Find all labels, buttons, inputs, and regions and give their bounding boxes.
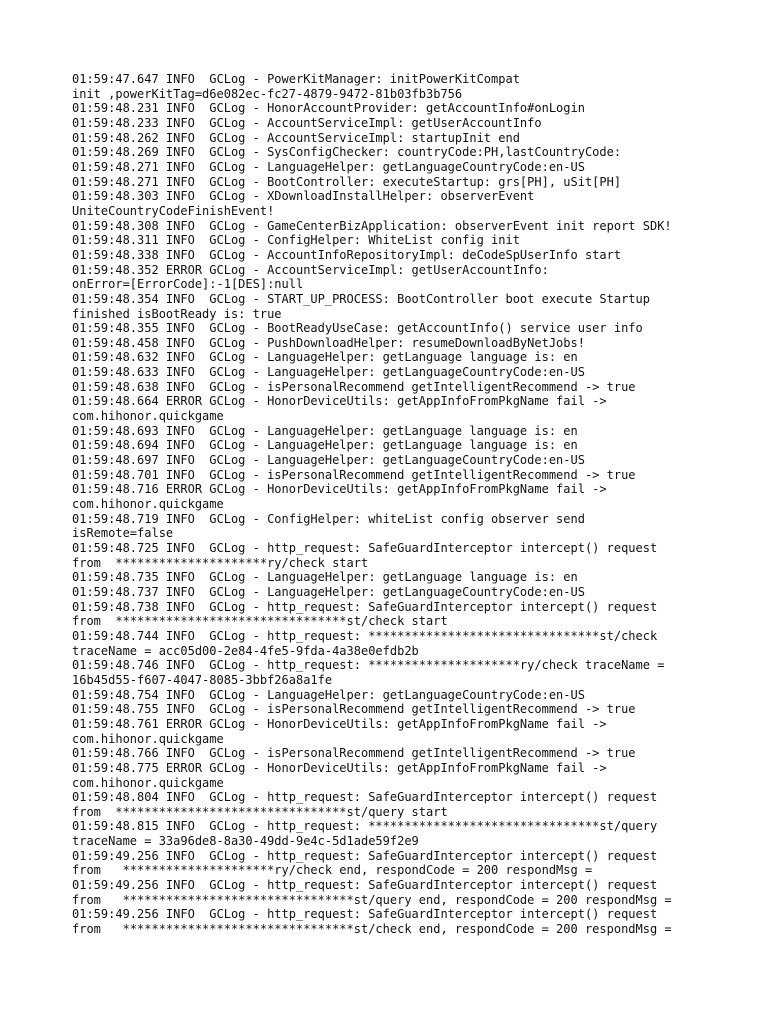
log-line: UniteCountryCodeFinishEvent!	[72, 203, 275, 218]
log-line: 01:59:48.693 INFO GCLog - LanguageHelper: getLanguage language is: en	[72, 423, 578, 438]
log-line: 01:59:48.308 INFO GCLog - GameCenterBizApplication: observerEvent init report SDK!	[72, 218, 672, 233]
log-line: from ********************************st/check start	[72, 614, 448, 629]
log-line: 01:59:48.262 INFO GCLog - AccountServiceImpl: startupInit end	[72, 130, 520, 145]
log-line: 01:59:48.694 INFO GCLog - LanguageHelper: getLanguage language is: en	[72, 438, 578, 453]
log-line: 01:59:48.701 INFO GCLog - isPersonalRecommend getIntelligentRecommend -> true	[72, 467, 636, 482]
log-line: com.hihonor.quickgame	[72, 497, 224, 512]
log-line: 01:59:48.697 INFO GCLog - LanguageHelper: getLanguageCountryCode:en-US	[72, 453, 585, 468]
log-line: finished isBootReady is: true	[72, 306, 282, 321]
log-line: 01:59:48.738 INFO GCLog - http_request: SafeGuardInterceptor intercept() request	[72, 599, 658, 614]
log-line: com.hihonor.quickgame	[72, 775, 224, 790]
log-line: 01:59:48.815 INFO GCLog - http_request: ********************************st/query	[72, 819, 658, 834]
log-line: 01:59:49.256 INFO GCLog - http_request: SafeGuardInterceptor intercept() request	[72, 907, 658, 922]
log-line: 01:59:48.458 INFO GCLog - PushDownloadHelper: resumeDownloadByNetJobs!	[72, 335, 585, 350]
log-line: from ********************************st/check end, respondCode = 200 respondMsg =	[72, 922, 672, 937]
log-line: 01:59:48.737 INFO GCLog - LanguageHelper: getLanguageCountryCode:en-US	[72, 584, 585, 599]
log-line: 01:59:48.338 INFO GCLog - AccountInfoRepositoryImpl: deCodeSpUserInfo start	[72, 247, 622, 262]
log-line: traceName = acc05d00-2e84-4fe5-9fda-4a38e0efdb2b	[72, 643, 419, 658]
log-line: 01:59:48.761 ERROR GCLog - HonorDeviceUtils: getAppInfoFromPkgName fail ->	[72, 716, 607, 731]
log-line: 01:59:48.632 INFO GCLog - LanguageHelper: getLanguage language is: en	[72, 350, 578, 365]
log-line: 01:59:48.231 INFO GCLog - HonorAccountProvider: getAccountInfo#onLogin	[72, 101, 585, 116]
log-line: 01:59:48.746 INFO GCLog - http_request: *********************ry/check traceName =	[72, 658, 665, 673]
log-line: 01:59:48.766 INFO GCLog - isPersonalRecommend getIntelligentRecommend -> true	[72, 746, 636, 761]
log-line: onError=[ErrorCode]:-1[DES]:null	[72, 277, 304, 292]
log-line: from ********************************st/query end, respondCode = 200 respondMsg =	[72, 892, 672, 907]
log-line: from ********************************st/query start	[72, 804, 448, 819]
log-line: from *********************ry/check end, respondCode = 200 respondMsg =	[72, 863, 593, 878]
log-line: 01:59:48.355 INFO GCLog - BootReadyUseCase: getAccountInfo() service user info	[72, 321, 643, 336]
log-line: 01:59:48.633 INFO GCLog - LanguageHelper: getLanguageCountryCode:en-US	[72, 365, 585, 380]
log-line: 01:59:48.311 INFO GCLog - ConfigHelper: WhiteList config init	[72, 233, 520, 248]
log-line: 01:59:48.775 ERROR GCLog - HonorDeviceUtils: getAppInfoFromPkgName fail ->	[72, 760, 607, 775]
log-line: 01:59:48.352 ERROR GCLog - AccountServiceImpl: getUserAccountInfo:	[72, 262, 549, 277]
log-line: 01:59:48.271 INFO GCLog - BootController: executeStartup: grs[PH], uSit[PH]	[72, 174, 622, 189]
log-line: 01:59:48.725 INFO GCLog - http_request: SafeGuardInterceptor intercept() request	[72, 541, 658, 555]
log-line: 01:59:48.269 INFO GCLog - SysConfigChecker: countryCode:PH,lastCountryCode:	[72, 145, 622, 160]
log-line: 01:59:48.754 INFO GCLog - LanguageHelper: getLanguageCountryCode:en-US	[72, 687, 585, 702]
log-line: 01:59:49.256 INFO GCLog - http_request: SafeGuardInterceptor intercept() request	[72, 878, 658, 893]
log-line: 01:59:48.755 INFO GCLog - isPersonalRecommend getIntelligentRecommend -> true	[72, 702, 636, 717]
log-line: 01:59:48.804 INFO GCLog - http_request: SafeGuardInterceptor intercept() request	[72, 790, 658, 805]
log-line: 01:59:48.233 INFO GCLog - AccountServiceImpl: getUserAccountInfo	[72, 115, 542, 130]
log-line: com.hihonor.quickgame	[72, 409, 224, 424]
log-text-block	[72, 72, 732, 937]
log-line: 01:59:47.647 INFO GCLog - PowerKitManager: initPowerKitCompat	[72, 72, 520, 86]
log-line: 01:59:49.256 INFO GCLog - http_request: SafeGuardInterceptor intercept() request	[72, 848, 658, 863]
log-line: 01:59:48.744 INFO GCLog - http_request: ********************************st/check	[72, 628, 658, 643]
log-line: com.hihonor.quickgame	[72, 731, 224, 746]
log-line: 01:59:48.735 INFO GCLog - LanguageHelper: getLanguage language is: en	[72, 570, 578, 585]
log-line: 01:59:48.303 INFO GCLog - XDownloadInstallHelper: observerEvent	[72, 189, 535, 204]
log-line: 01:59:48.716 ERROR GCLog - HonorDeviceUtils: getAppInfoFromPkgName fail ->	[72, 482, 607, 497]
log-line: 16b45d55-f607-4047-8085-3bbf26a8a1fe	[72, 672, 333, 687]
log-line: 01:59:48.664 ERROR GCLog - HonorDeviceUtils: getAppInfoFromPkgName fail ->	[72, 394, 607, 409]
log-line: isRemote=false	[72, 526, 174, 541]
log-line: from *********************ry/check start	[72, 555, 369, 570]
log-line: init ,powerKitTag=d6e082ec-fc27-4879-9472-81b03fb3b756	[72, 86, 463, 101]
log-line: traceName = 33a96de8-8a30-49dd-9e4c-5d1ade59f2e9	[72, 834, 419, 849]
log-line: 01:59:48.638 INFO GCLog - isPersonalRecommend getIntelligentRecommend -> true	[72, 379, 636, 394]
log-line: 01:59:48.354 INFO GCLog - START_UP_PROCESS: BootController boot execute Startup	[72, 291, 650, 306]
log-line: 01:59:48.719 INFO GCLog - ConfigHelper: whiteList config observer send	[72, 511, 585, 526]
log-line: 01:59:48.271 INFO GCLog - LanguageHelper: getLanguageCountryCode:en-US	[72, 159, 585, 174]
